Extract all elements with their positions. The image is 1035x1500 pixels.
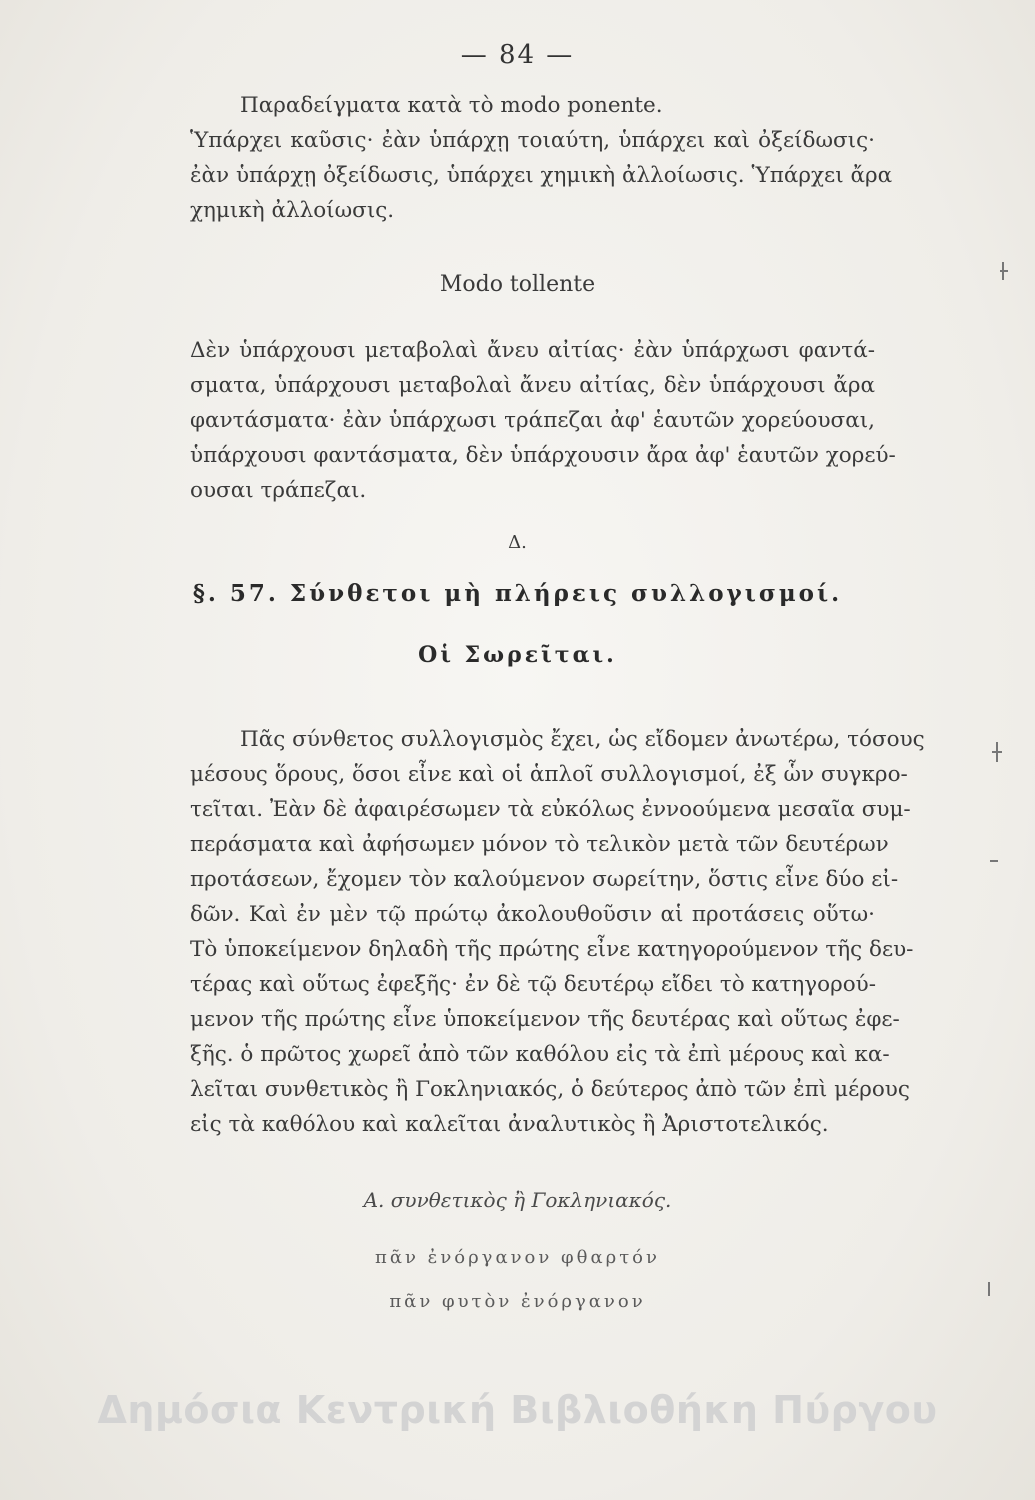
- margin-mark: [1000, 270, 1008, 272]
- sorites-paragraph: [190, 722, 925, 1142]
- paragraph-line: Πᾶς σύνθετος συλλογισμὸς ἔχει, ὡς εἴδομεν ἀνωτέρω, τόσους: [240, 727, 925, 752]
- paragraph-line: μέσους ὅρους, ὅσοι εἶνε καὶ οἱ ἁπλοῖ συλλογισμοί, ἐξ ὧν συγκρο-: [190, 762, 908, 787]
- margin-mark: [988, 1282, 990, 1296]
- paragraph-line: μενον τῆς πρώτης εἶνε ὑποκείμενον τῆς δευτέρας καὶ οὕτως ἐφε-: [190, 1007, 900, 1032]
- paragraph-line: χημικὴ ἀλλοίωσις.: [190, 198, 395, 223]
- paragraph-line: Παραδείγματα κατὰ τὸ modo ponente.: [240, 93, 663, 118]
- modo-tollente-heading: Modo tollente: [439, 272, 596, 297]
- syllogism-example: [0, 1236, 1035, 1324]
- paragraph-line: Τὸ ὑποκείμενον δηλαδὴ τῆς πρώτης εἶνε κατηγορούμενον τῆς δευ-: [190, 937, 914, 962]
- synthetic-sorites-heading: Α. συνθετικὸς ἢ Γοκληνιακός.: [363, 1188, 672, 1212]
- paragraph-line: προτάσεων, ἔχομεν τὸν καλούμενον σωρείτην, ὅστις εἶνε δύο εἰ-: [190, 867, 899, 892]
- section-subtitle: Οἱ Σωρεῖται.: [418, 642, 617, 668]
- library-watermark: Δημόσια Κεντρική Βιβλιοθήκη Πύργου: [97, 1388, 938, 1432]
- paragraph-line: τέρας καὶ οὕτως ἐφεξῆς· ἐν δὲ τῷ δευτέρῳ εἴδει τὸ κατηγορού-: [190, 972, 877, 997]
- paragraph-line: ουσαι τράπεζαι.: [190, 478, 367, 503]
- paragraph-line: Ὑπάρχει καῦσις· ἐὰν ὑπάρχῃ τοιαύτη, ὑπάρχει καὶ ὀξείδωσις·: [190, 128, 875, 153]
- paragraph-line: ξῆς. ὁ πρῶτος χωρεῖ ἀπὸ τῶν καθόλου εἰς τὰ ἐπὶ μέρους καὶ κα-: [190, 1042, 890, 1067]
- paragraph-line: περάσματα καὶ ἀφήσωμεν μόνον τὸ τελικὸν μετὰ τῶν δευτέρων: [190, 832, 889, 857]
- paragraph-line: λεῖται συνθετικὸς ἢ Γοκληνιακός, ὁ δεύτερος ἀπὸ τῶν ἐπὶ μέρους: [190, 1077, 910, 1102]
- paragraph-line: ὑπάρχουσι φαντάσματα, δὲν ὑπάρχουσιν ἄρα ἀφ' ἑαυτῶν χορεύ-: [190, 443, 896, 468]
- paragraph-line: τεῖται. Ἐὰν δὲ ἀφαιρέσωμεν τὰ εὐκόλως ἐννοούμενα μεσαῖα συμ-: [190, 797, 911, 822]
- margin-mark: [992, 751, 1002, 753]
- margin-mark: [990, 860, 998, 862]
- paragraph-line: Δὲν ὑπάρχουσι μεταβολαὶ ἄνευ αἰτίας· ἐὰν ὑπάρχωσι φαντά-: [190, 338, 875, 363]
- letter-delta: Δ.: [508, 532, 527, 553]
- examples-paragraph: [190, 88, 893, 228]
- tollente-paragraph: [190, 333, 896, 508]
- paragraph-line: φαντάσματα· ἐὰν ὑπάρχωσι τράπεζαι ἀφ' ἑαυτῶν χορεύουσαι,: [190, 408, 875, 433]
- section-title: §. 57. Σύνθετοι μὴ πλήρεις συλλογισμοί.: [192, 580, 843, 607]
- paragraph-line: εἰς τὰ καθόλου καὶ καλεῖται ἀναλυτικὸς ἢ Ἀριστοτελικός.: [190, 1112, 829, 1137]
- paragraph-line: δῶν. Καὶ ἐν μὲν τῷ πρώτῳ ἀκολουθοῦσιν αἱ προτάσεις οὕτω·: [190, 902, 875, 927]
- page-number: — 84 —: [460, 40, 575, 70]
- premise-line: πᾶν ἐνόργανον φθαρτόν: [375, 1247, 660, 1268]
- premise-line: πᾶν φυτὸν ἐνόργανον: [389, 1291, 646, 1312]
- paragraph-line: ἐὰν ὑπάρχῃ ὀξείδωσις, ὑπάρχει χημικὴ ἀλλοίωσις. Ὑπάρχει ἄρα: [190, 163, 893, 188]
- paragraph-line: σματα, ὑπάρχουσι μεταβολαὶ ἄνευ αἰτίας, δὲν ὑπάρχουσι ἄρα: [190, 373, 875, 398]
